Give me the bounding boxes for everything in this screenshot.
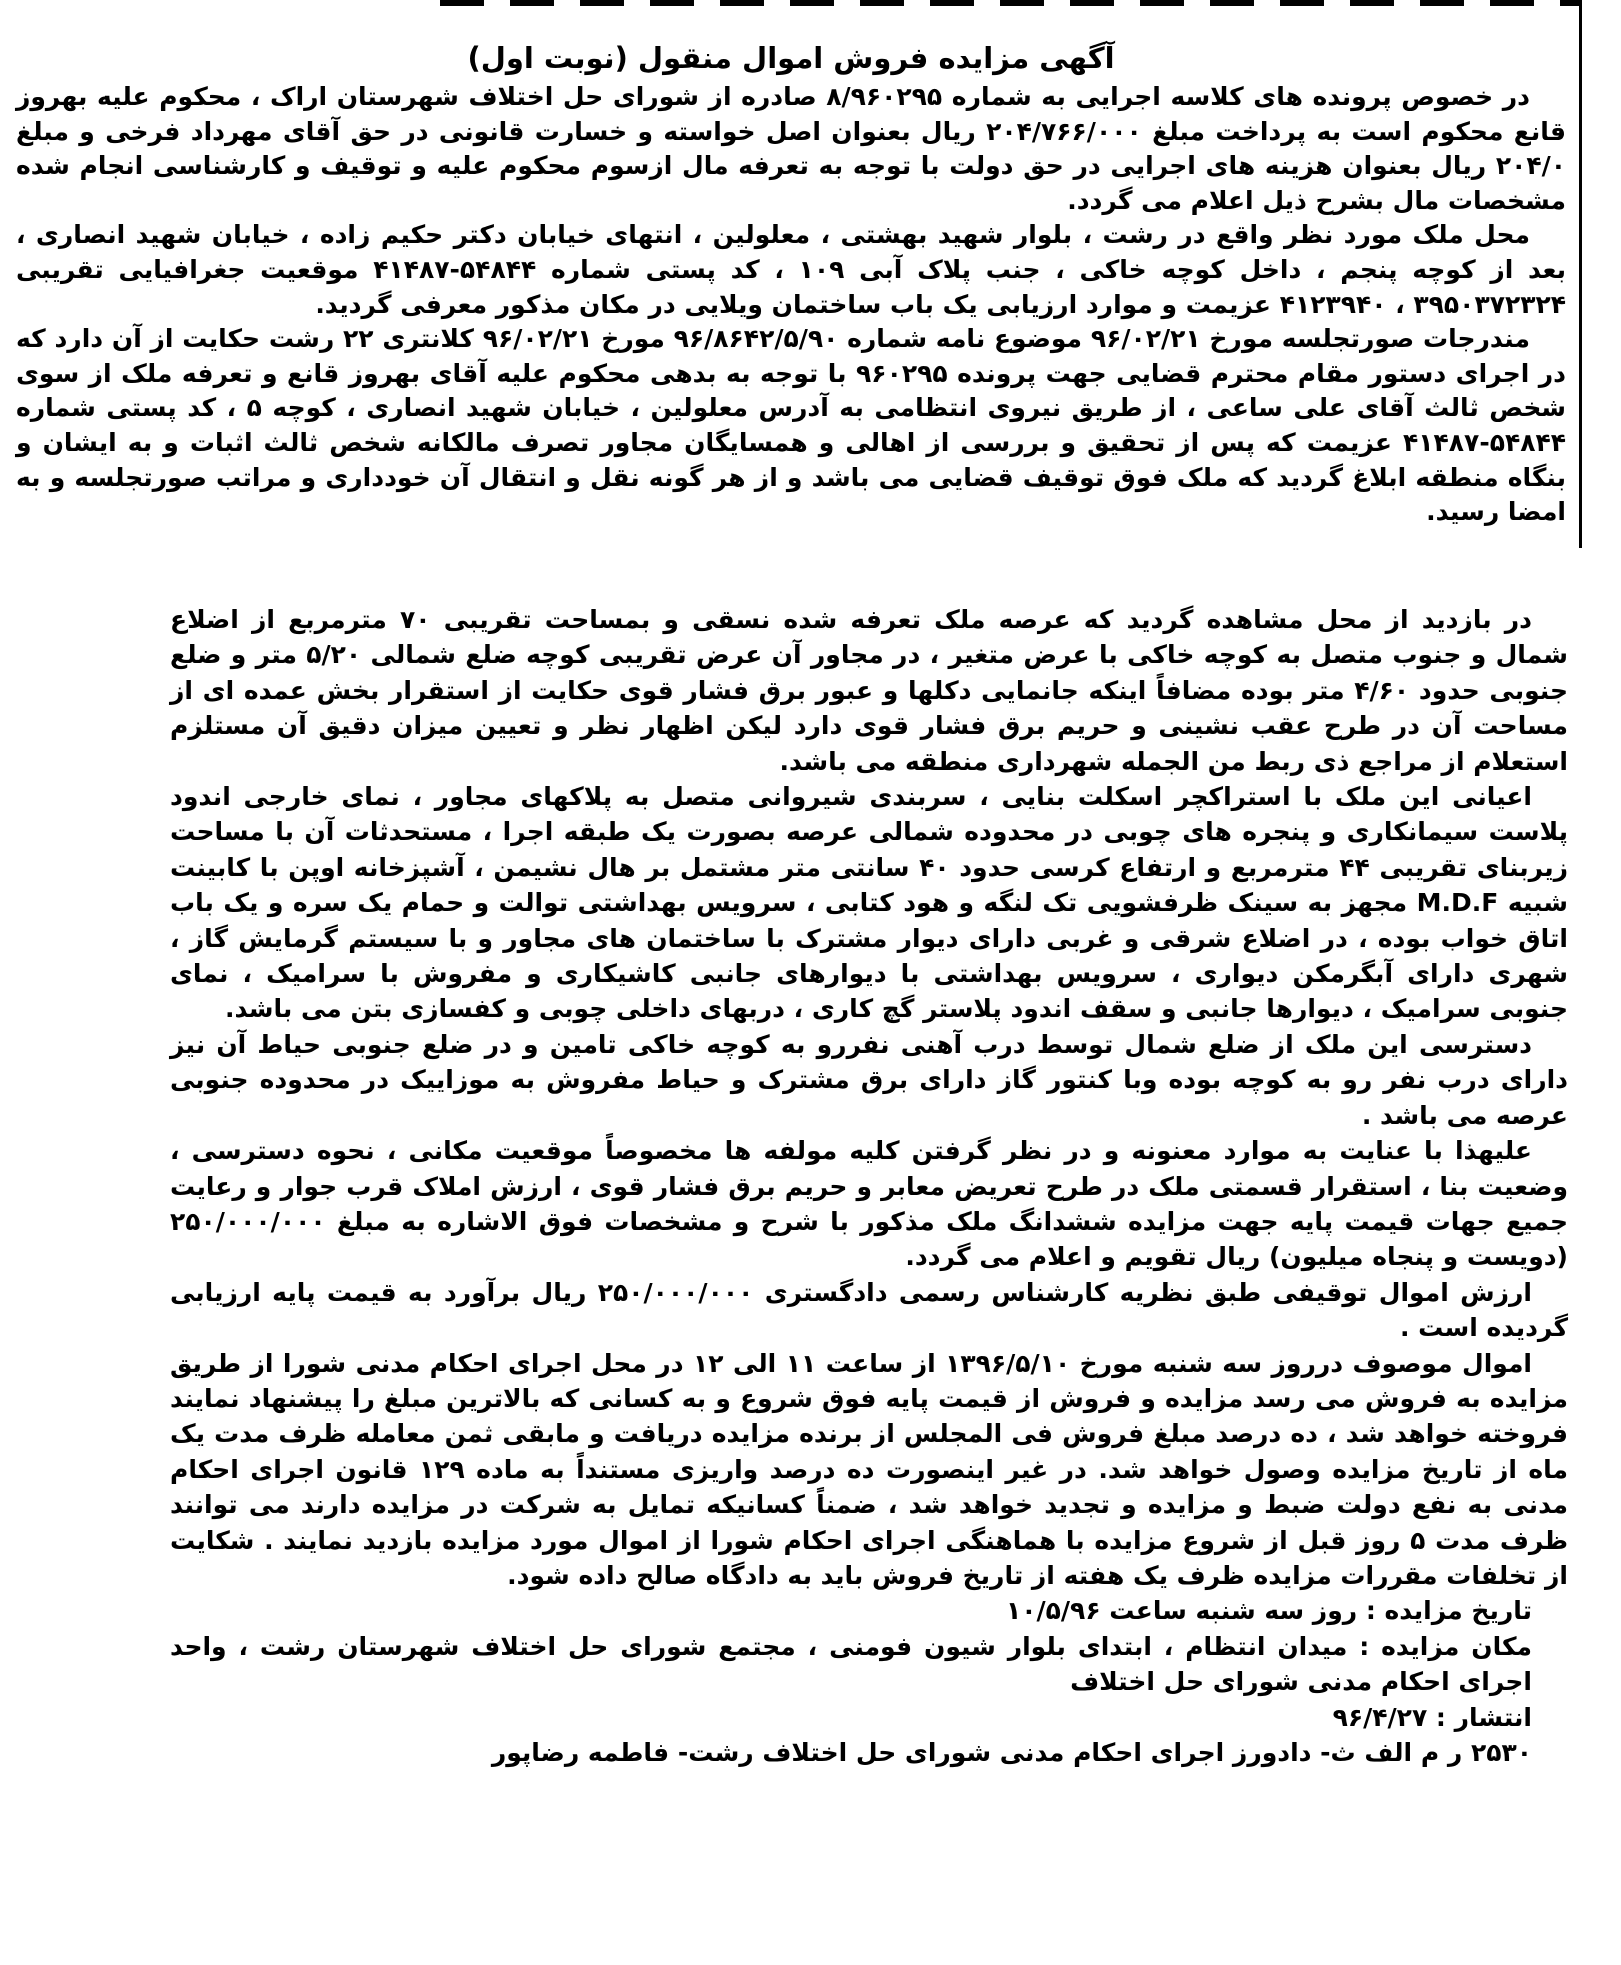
publication-date: انتشار : ۹۶/۴/۲۷ [1332, 1702, 1532, 1732]
notice-bottom-section [170, 602, 1568, 1771]
paragraph-case-details: در خصوص پرونده های کلاسه اجرایی به شماره ۸/۹۶۰۲۹۵ صادره از شورای حل اختلاف شهرستان اراک ، محکوم علیه بهروز قانع محکوم است به پرداخت مبلغ ۲۰۴/۷۶۶/۰۰۰ ریال بعنوان اصل خواسته و خسارت قانونی در حق آقای مهرداد فرخی و مبلغ ۲۰۴/۰ ریال بعنوان هزینه های اجرایی در حق دولت با توجه به تعرفه مال ازسوم محکوم علیه و توقیف و کارشناسی انجام شده مشخصات مال بشرح ذیل اعلام می گردد. [16, 82, 1566, 215]
signature-line: ۲۵۳۰ ر م الف ث- دادورز اجرای احکام مدنی شورای حل اختلاف رشت- فاطمه رضاپور [491, 1738, 1532, 1767]
notice-title: آگهی مزایده فروش اموال منقول (نوبت اول) [467, 41, 1115, 75]
paragraph-building-description: اعیانی این ملک با استراکچر اسکلت بنایی ، سربندی شیروانی متصل به پلاکهای مجاور ، نمای خارجی اندود پلاست سیمانکاری و پنجره های چوبی در محدوده شمالی عرصه بصورت یک طبقه اجرا ، مستحدثات آن با مساحت زیربنای تقریبی ۴۴ مترمربع و ارتفاع کرسی حدود ۴۰ سانتی متر مشتمل بر هال نشیمن ، آشپزخانه اوپن با کابینت شبیه M.D.F مجهز به سینک ظرفشویی تک لنگه و هود کتابی ، سرویس بهداشتی توالت و حمام یک سره و یک باب اتاق خواب بوده ، در اضلاع شرقی و غربی دارای دیوار مشترک با ساختمان های مجاور و با سیستم گرمایش گاز ، شهری دارای آبگرمکن دیواری ، سرویس بهداشتی با دیوارهای جانبی کاشیکاری و مفروش با سرامیک ، نمای جنوبی سرامیک ، دیوارها جانبی و سقف اندود پلاستر گچ کاری ، دربهای داخلی چوبی و کفسازی بتن می باشد. [170, 782, 1568, 1024]
right-column-rule [1579, 0, 1582, 548]
paragraph-valuation: ارزش اموال توقیفی طبق نظریه کارشناس رسمی دادگستری ۲۵۰/۰۰۰/۰۰۰ ریال برآورد به قیمت پایه ارزیابی گردیده است . [170, 1277, 1568, 1343]
auction-place: مکان مزایده : میدان انتظام ، ابتدای بلوار شیون فومنی ، مجتمع شورای حل اختلاف شهرستان رشت ، واحد اجرای احکام مدنی شورای حل اختلاف [170, 1631, 1532, 1697]
paragraph-police-minutes: مندرجات صورتجلسه مورخ ۹۶/۰۲/۲۱ موضوع نامه شماره ۹۶/۸۶۴۲/۵/۹۰ مورخ ۹۶/۰۲/۲۱ کلانتری ۲۲ رشت حکایت از آن دارد که در اجرای دستور مقام محترم قضایی جهت پرونده ۹۶۰۲۹۵ با توجه به بدهی محکوم علیه آقای بهروز قانع و تعرفه ملک از سوی شخص ثالث آقای علی ساعی ، از طریق نیروی انتظامی به آدرس معلولین ، خیابان شهید انصاری ، کوچه ۵ ، کد پستی شماره ۵۴۸۴۴-۴۱۴۸۷ عزیمت که پس از تحقیق و بررسی از اهالی و همسایگان مجاور تصرف مالکانه شخص ثالث اثبات و به ایشان و بنگاه منطقه ابلاغ گردید که ملک فوق توقیف قضایی می باشد و از هر گونه نقل و انتقال آن خودداری و مراتب صورتجلسه و به امضا رسید. [16, 324, 1566, 527]
paragraph-auction-terms: اموال موصوف درروز سه شنبه مورخ ۱۳۹۶/۵/۱۰ از ساعت ۱۱ الی ۱۲ در محل اجرای احکام مدنی شورا از طریق مزایده به فروش می رسد مزایده و فروش از قیمت پایه فوق شروع و به کسانی که بالاترین مبلغ را پیشنهاد نمایند فروخته خواهد شد ، ده درصد مبلغ فروش فی المجلس از برنده مزایده دریافت و مابقی ثمن معامله ظرف مدت یک ماه از تاریخ مزایده وصول خواهد شد. در غیر اینصورت ده درصد واریزی مستنداً به ماده ۱۲۹ قانون اجرای احکام مدنی به نفع دولت ضبط و مزایده و تجدید خواهد شد ، ضمناً کسانیکه تمایل به شرکت در مزایده دارند می توانند ظرف مدت ۵ روز قبل از شروع مزایده با هماهنگی اجرای احکام شورا از اموال مورد مزایده بازدید نمایند . شکایت از تخلفات مقررات مزایده ظرف یک هفته از تاریخ فروش باید به دادگاه صالح داده شود. [170, 1348, 1568, 1590]
paragraph-access: دسترسی این ملک از ضلع شمال توسط درب آهنی نفررو به کوچه خاکی تامین و در ضلع جنوبی حیاط آن نیز دارای درب نفر رو به کوچه بوده وبا کنتور گاز دارای برق مشترک و حیاط مفروش به موزاییک در محدوده جنوبی عرصه می باشد . [170, 1029, 1568, 1130]
auction-date: تاریخ مزایده : روز سه شنبه ساعت ۱۰/۵/۹۶ [1006, 1596, 1532, 1626]
notice-top-section [16, 38, 1566, 530]
paragraph-base-price: علیهذا با عنایت به موارد معنونه و در نظر گرفتن کلیه مولفه ها مخصوصاً موقعیت مکانی ، نحوه دسترسی ، وضعیت بنا ، استقرار قسمتی ملک در طرح تعریض معابر و حریم برق فشار قوی ، ارزش املاک قرب جوار و رعایت جمیع جهات قیمت پایه جهت مزایده ششدانگ ملک مذکور با شرح و مشخصات فوق الاشاره به مبلغ ۲۵۰/۰۰۰/۰۰۰ (دویست و پنجاه میلیون) ریال تقویم و اعلام می گردد. [170, 1136, 1568, 1272]
paragraph-property-location: محل ملک مورد نظر واقع در رشت ، بلوار شهید بهشتی ، معلولین ، انتهای خیابان دکتر حکیم زاده ، خیابان شهید انصاری ، بعد از کوچه پنجم ، داخل کوچه خاکی ، جنب پلاک آبی ۱۰۹ ، کد پستی شماره ۵۴۸۴۴-۴۱۴۸۷ موقعیت جغرافیایی تقریبی ۳۹۵۰۳۷۲۳۲۴ ، ۴۱۲۳۹۴۰ عزیمت و موارد ارزیابی یک باب ساختمان ویلایی در مکان مذکور معرفی گردید. [16, 220, 1566, 319]
paragraph-site-visit: در بازدید از محل مشاهده گردید که عرصه ملک تعرفه شده نسقی و بمساحت تقریبی ۷۰ مترمربع از اضلاع شمال و جنوب متصل به کوچه خاکی با عرض متغیر ، در مجاور آن عرض تقریبی کوچه ضلع شمالی ۵/۲۰ متر و ضلع جنوبی حدود ۴/۶۰ متر بوده مضافاً اینکه جانمایی دکلها و عبور برق فشار قوی حکایت از استقرار بخش عمده ای از مساحت آن در طرح عقب نشینی و حریم برق فشار قوی دارد لیکن اظهار نظر و تعیین میزان دقیق آن مستلزم استعلام از مراجع ذی ربط من الجمله شهرداری منطقه می باشد. [170, 605, 1569, 776]
top-dashed-border [440, 0, 1580, 6]
